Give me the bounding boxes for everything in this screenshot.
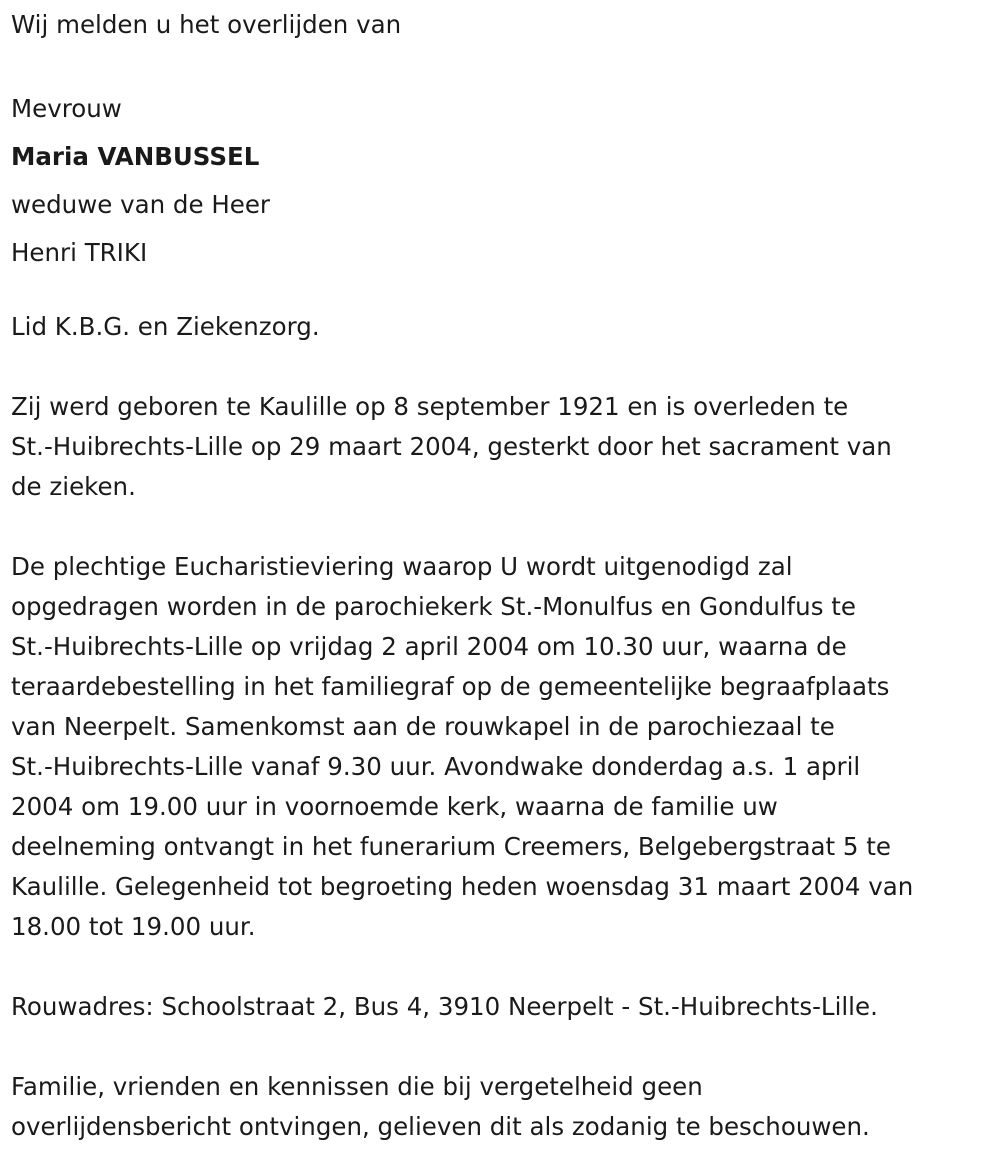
membership-text: Lid K.B.G. en Ziekenzorg.: [11, 312, 320, 341]
deceased-name: Maria VANBUSSEL: [11, 142, 260, 171]
widow-of-text: weduwe van de Heer: [11, 190, 270, 219]
spacer: [11, 277, 996, 307]
closing-paragraph: Familie, vrienden en kennissen die bij vergetelheid geen overlijdensbericht ontvingen, gelieven dit als zodanig te beschouwen.: [11, 1072, 870, 1141]
birth-death-paragraph: Zij werd geboren te Kaulille op 8 september 1921 en is overleden te St.-Huibrechts-Lille op 29 maart 2004, gesterkt door het sacrament van de zieken.: [11, 392, 892, 501]
intro-text: Wij melden u het overlijden van: [11, 10, 402, 39]
husband-name: Henri TRIKI: [11, 238, 148, 267]
spacer: [11, 45, 996, 85]
spacer: [11, 1027, 996, 1067]
spacer: [11, 347, 996, 387]
mourning-address: Rouwadres: Schoolstraat 2, Bus 4, 3910 Neerpelt - St.-Huibrechts-Lille.: [11, 992, 878, 1021]
ceremony-paragraph: De plechtige Eucharistieviering waarop U wordt uitgenodigd zal opgedragen worden in de parochiekerk St.-Monulfus en Gondulfus te St.-Huibrechts-Lille op vrijdag 2 april 2004 om 10.30 uur, waarna de teraardebestelling in het familiegraf op de gemeentelijke begraafplaats van Neerpelt. Samenkomst aan de rouwkapel in de parochiezaal te St.-Huibrechts-Lille vanaf 9.30 uur. Avondwake donderdag a.s. 1 april 2004 om 19.00 uur in voornoemde kerk, waarna de familie uw deelneming ontvangt in het funerarium Creemers, Belgebergstraat 5 te Kaulille. Gelegenheid tot begroeting heden woensdag 31 maart 2004 van 18.00 tot 19.00 uur.: [11, 552, 914, 941]
death-notice: [11, 0, 996, 1147]
salutation: Mevrouw: [11, 94, 122, 123]
spacer: [11, 947, 996, 987]
spacer: [11, 507, 996, 547]
